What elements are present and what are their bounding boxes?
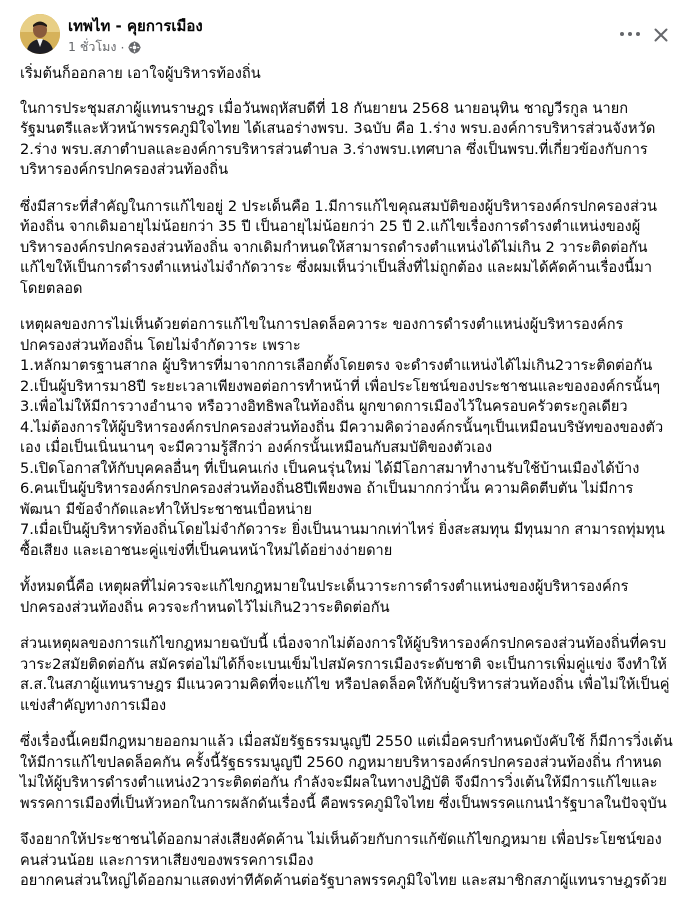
post-paragraph: ซึ่งเรื่องนี้เคยมีกฎหมายออกมาแล้ว เมื่อสมัยรัฐธรรมนูญปี 2550 แต่เมื่อครบกำหนดบังคับใช้ ก็มีการวิ่งเต้นให้มีการแก้ไขปลดล็อคกัน ครั้งนี้รัฐธรรมนูญปี 2560 กฎหมายบริหารองค์กรปกครองส่วนท้องถิ่น กำหนดไม่ให้ผู้บริหารดำรงตำแหน่ง2วาระติดต่อกัน กำลังจะมีผลในทางปฏิบัติ จึงมีการวิ่งเต้นให้มีการแก้ไขและพรรคการเมืองที่เป็นหัวหอกในการผลักดันเรื่องนี้ คือพรรคภูมิใจไทย ซึ่งเป็นพรรคแกนนำรัฐบาลในปัจจุบัน <box>20 733 673 812</box>
globe-icon[interactable] <box>128 41 141 54</box>
post-paragraph: ในการประชุมสภาผู้แทนราษฎร เมื่อวันพฤหัสบดีที่ 18 กันยายน 2568 นายอนุทิน ชาญวีรกูล นายกรัฐมนตรีและหัวหน้าพรรคภูมิใจไทย ได้เสนอร่างพรบ. 3ฉบับ คือ 1.ร่าง พรบ.องค์การบริหารส่วนจังหวัด 2.ร่าง พรบ.สภาตำบลและองค์การบริหารส่วนตำบล 3.ร่างพรบ.เทศบาล ซึ่งเป็นพรบ.ที่เกี่ยวข้องกับการบริหารองค์กรปกครองส่วนท้องถิ่น <box>20 99 656 178</box>
meta-separator: · <box>120 39 125 55</box>
post-time[interactable]: 1 ชั่วโมง <box>68 39 117 54</box>
post-body <box>20 64 674 908</box>
post-meta <box>68 37 141 57</box>
more-options-icon <box>620 32 624 36</box>
close-button[interactable] <box>648 22 674 48</box>
post-paragraph: ทั้งหมดนี้คือ เหตุผลที่ไม่ควรจะแก้ไขกฎหมายในประเด็นวาระการดำรงตำแหน่งของผู้บริหารองค์กรปกครองส่วนท้องถิ่น ควรจะกำหนดไว้ไม่เกิน2วาระติดต่อกัน <box>20 578 629 616</box>
post-paragraph: ซึ่งมีสาระที่สำคัญในการแก้ไขอยู่ 2 ประเด็นคือ 1.มีการแก้ไขคุณสมบัติของผู้บริหารองค์กรปกครองส่วนท้องถิ่น จากเดิมอายุไม่น้อยกว่า 35 ปี เป็นอายุไม่น้อยกว่า 25 ปี 2.แก้ไขเรื่องการดำรงตำแหน่งของผู้บริหารองค์กรปกครองส่วนท้องถิ่น จากเดิมกำหนดให้สามารถดำรงตำแหน่งได้ไม่เกิน 2 วาระติดต่อกัน แก้ไขให้เป็นการดำรงตำแหน่งไม่จำกัดวาระ ซึ่งผมเห็นว่าเป็นสิ่งที่ไม่ถูกต้อง และผมได้คัดค้านเรื่องนี้มาโดยตลอด <box>20 197 658 297</box>
avatar-image <box>20 14 60 54</box>
post-header <box>0 0 688 60</box>
post-paragraph-reasons-list: เหตุผลของการไม่เห็นด้วยต่อการแก้ไขในการปลดล็อควาระ ของการดำรงตำแหน่งผู้บริหารองค์กรปกครองส่วนท้องถิ่น โดยไม่จำกัดวาระ เพราะ 1.หลักมาตรฐานสากล ผู้บริหารที่มาจากการเลือกตั้งโดยตรง จะดำรงตำแหน่งได้ไม่เกิน2วาระติดต่อกัน 2.เป็นผู้บริหารมา8ปี ระยะเวลาเพียงพอต่อการทำหน้าที่ เพื่อประโยชน์ของประชาชนและขององค์กรนั้นๆ 3.เพื่อไม่ให้มีการวางอำนาจ หรือวางอิทธิพลในท้องถิ่น ผูกขาดการเมืองไว้ในครอบครัวตระกูลเดียว 4.ไม่ต้องการให้ผู้บริหารองค์กรปกครองส่วนท้องถิ่น มีความคิดว่าองค์กรนั้นๆเป็นเหมือนบริษัทของของตัวเอง เมื่อเป็นเนิ่นนานๆ จะมีความรู้สึกว่า องค์กรนั้นเหมือนกับสมบัติของตัวเอง 5.เปิดโอกาสให้กับบุคคลอื่นๆ ที่เป็นคนเก่ง เป็นคนรุ่นใหม่ ได้มีโอกาสมาทำงานรับใช้บ้านเมืองได้บ้าง 6.คนเป็นผู้บริหารองค์กรปกครองส่วนท้องถิ่น8ปีเพียงพอ ถ้าเป็นมากกว่านั้น ความคิดตีบตัน ไม่มีการพัฒนา มีข้อจำกัดและทำให้ประชาชนเบื่อหน่าย 7.เมื่อเป็นผู้บริหารท้องถิ่นโดยไม่จำกัดวาระ ยิ่งเป็นนานมากเท่าไหร่ ยิ่งสะสมทุน มีทุนมาก สามารถทุ่มทุนซื้อเสียง และเอาชนะคู่แข่งที่เป็นคนหน้าใหม่ได้อย่างง่ายดาย <box>20 316 665 559</box>
more-options-button[interactable] <box>612 22 648 46</box>
post-paragraph: ส่วนเหตุผลของการแก้ไขกฎหมายฉบับนี้ เนื่องจากไม่ต้องการให้ผู้บริหารองค์กรปกครองส่วนท้องถิ่นที่ครบวาระ2สมัยติดต่อกัน สมัครต่อไม่ได้ก็จะเบนเข็มไปสมัครการเมืองระดับชาติ จะเป็นการเพิ่มคู่แข่ง จึงทำให้ ส.ส.ในสภาผู้แทนราษฎร มีแนวความคิดที่จะแก้ไข หรือปลดล็อคให้กับผู้บริหารส่วนท้องถิ่น เพื่อไม่ให้เป็นคู่แข่งสำคัญทางการเมือง <box>20 635 670 714</box>
author-name[interactable]: เทพไท - คุยการเมือง <box>68 17 203 35</box>
post-paragraph: จึงอยากให้ประชาชนได้ออกมาส่งเสียงคัดค้าน ไม่เห็นด้วยกับการแก้ขัดแก้ไขกฎหมาย เพื่อประโยชน์ของคนส่วนน้อย และการหาเสียงของพรรคการเมือง อยากคนส่วนใหญ่ได้ออกมาแสดงท่าทีคัดค้านต่อรัฐบาลพรรคภูมิใจไทย และสมาชิกสภาผู้แทนราษฎรด้วย <box>20 831 667 889</box>
post-headline: เริ่มต้นก็ออกลาย เอาใจผู้บริหารท้องถิ่น <box>20 65 261 82</box>
close-icon <box>654 28 668 42</box>
avatar[interactable] <box>20 14 60 54</box>
